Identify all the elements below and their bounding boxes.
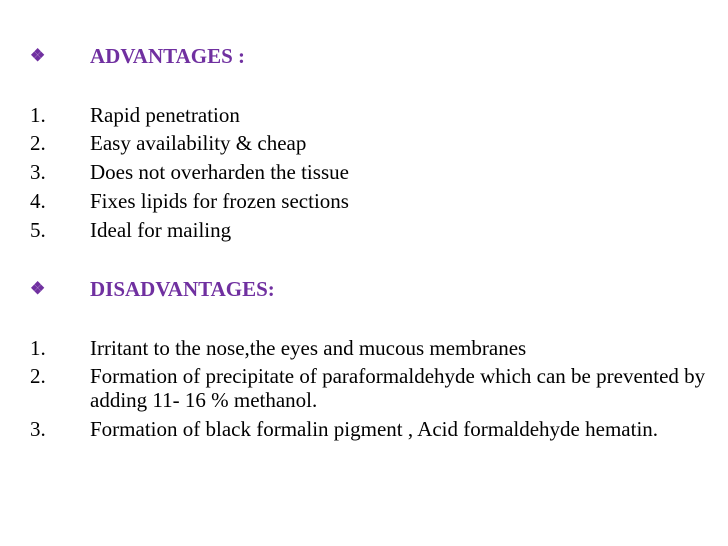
item-text: Easy availability & cheap	[90, 131, 307, 155]
item-text: Irritant to the nose,the eyes and mucous membranes	[90, 336, 527, 360]
item-text: Ideal for mailing	[90, 218, 232, 242]
item-text: Fixes lipids for frozen sections	[90, 189, 349, 213]
item-number: 3.	[30, 417, 46, 441]
item-number: 4.	[30, 189, 46, 213]
list-item	[30, 336, 710, 360]
list-item	[30, 189, 710, 213]
list-item	[30, 131, 710, 155]
item-number: 3.	[30, 160, 46, 184]
list-item	[30, 218, 710, 242]
advantages-heading	[30, 43, 245, 69]
list-item	[30, 364, 710, 412]
item-number: 1.	[30, 336, 46, 360]
diamond-bullet-icon: ❖	[30, 46, 46, 65]
item-text: Rapid penetration	[90, 103, 240, 127]
item-number: 2.	[30, 364, 46, 388]
item-number: 2.	[30, 131, 46, 155]
item-number: 1.	[30, 103, 46, 127]
item-number: 5.	[30, 218, 46, 242]
item-text: Does not overharden the tissue	[90, 160, 349, 184]
disadvantages-heading	[30, 276, 275, 302]
advantages-title: ADVANTAGES :	[90, 43, 245, 68]
list-item	[30, 417, 710, 441]
list-item	[30, 103, 710, 127]
disadvantages-title: DISADVANTAGES:	[90, 276, 275, 301]
diamond-bullet-icon: ❖	[30, 279, 46, 298]
list-item	[30, 160, 710, 184]
item-text: Formation of black formalin pigment , Acid formaldehyde hematin.	[90, 417, 659, 441]
item-text: Formation of precipitate of paraformaldehyde which can be prevented by adding 11- 16 % methanol.	[90, 364, 706, 412]
